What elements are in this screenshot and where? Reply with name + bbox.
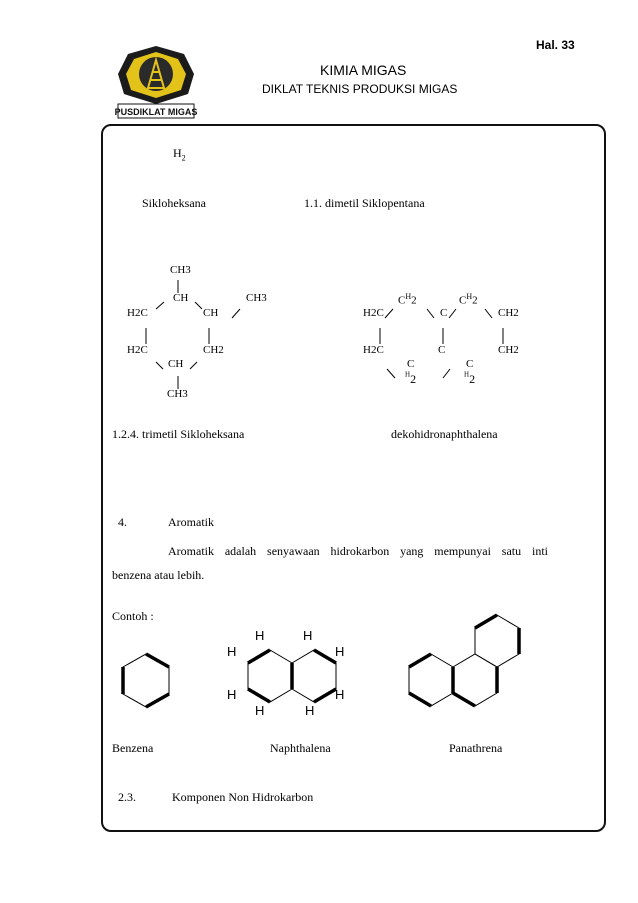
aromatik-heading: Aromatik (168, 515, 214, 529)
phenanthrene-rings (409, 615, 519, 706)
deko-ch2-right-2: CH2 (498, 344, 519, 356)
deko-c-bot-1: C (407, 358, 415, 370)
logo-lettering: PUSDIKLAT MIGAS (114, 107, 198, 117)
trimetil-caption: 1.2.4. trimetil Sikloheksana (112, 427, 245, 441)
trimetil-ch-top: CH (173, 292, 189, 304)
dekohidro-bonds (380, 309, 503, 378)
deko-c-top-2: $C^H2$ (459, 292, 478, 307)
dimetil-siklopentana-label: 1.1. dimetil Siklopentana (304, 196, 425, 210)
naph-h-1: H (255, 628, 265, 643)
trimetil-ch3-top: CH3 (170, 264, 191, 276)
aromatik-paragraph-line1: Aromatik adalah senyawaan hidrokarbon yang mempunyai satu inti (168, 544, 548, 558)
naphthalena-label: Naphthalena (270, 741, 331, 755)
dekohidro-caption: dekohidronaphthalena (391, 427, 498, 441)
naph-h-5: H (227, 687, 237, 702)
benzene-ring (123, 654, 169, 707)
trimetil-h2c-2: H2C (127, 344, 148, 356)
aromatik-number: 4. (118, 515, 127, 529)
deko-c-top-1: $C^H2$ (398, 292, 417, 307)
deko-h2c-2: H2C (363, 344, 384, 356)
naph-h-6: H (335, 687, 345, 702)
trimetil-ch-bottom: CH (168, 358, 184, 370)
page-number: Hal. 33 (536, 38, 575, 52)
naph-h-2: H (303, 628, 313, 643)
trimetil-ch2-right: CH2 (203, 344, 224, 356)
contoh-label: Contoh : (112, 609, 154, 623)
deko-ch2-right-1: CH2 (498, 307, 519, 319)
section-23-title: Komponen Non Hidrokarbon (172, 790, 314, 804)
aromatik-paragraph-line2: benzena atau lebih. (112, 568, 205, 582)
naph-h-3: H (227, 644, 237, 659)
document-title: KIMIA MIGAS (320, 62, 407, 78)
naph-h-4: H (335, 644, 345, 659)
panathrena-label: Panathrena (449, 741, 503, 755)
deko-c-mid-2: C (438, 344, 446, 356)
deko-c-bot-2: C (466, 358, 474, 370)
trimetil-ch3-bottom: CH3 (167, 388, 188, 400)
h2-label: $H_2$ (173, 146, 186, 163)
naphthalene-rings (248, 650, 336, 702)
trimetil-h2c-1: H2C (127, 307, 148, 319)
deko-h2c-1: H2C (363, 307, 384, 319)
section-23-number: 2.3. (118, 790, 136, 804)
trimetil-ch-right: CH (203, 307, 219, 319)
naph-h-7: H (255, 703, 265, 718)
naph-h-8: H (305, 703, 315, 718)
sikloheksana-label: Sikloheksana (142, 196, 206, 210)
trimetil-bonds (146, 280, 240, 389)
trimetil-ch3-right: CH3 (246, 292, 267, 304)
deko-h2-bot-2: $^H$2 (464, 370, 476, 386)
deko-h2-bot-1: $^H$2 (405, 370, 417, 386)
benzena-label: Benzena (112, 741, 154, 755)
deko-c-mid: C (440, 307, 448, 319)
document-subtitle: DIKLAT TEKNIS PRODUKSI MIGAS (262, 82, 458, 96)
